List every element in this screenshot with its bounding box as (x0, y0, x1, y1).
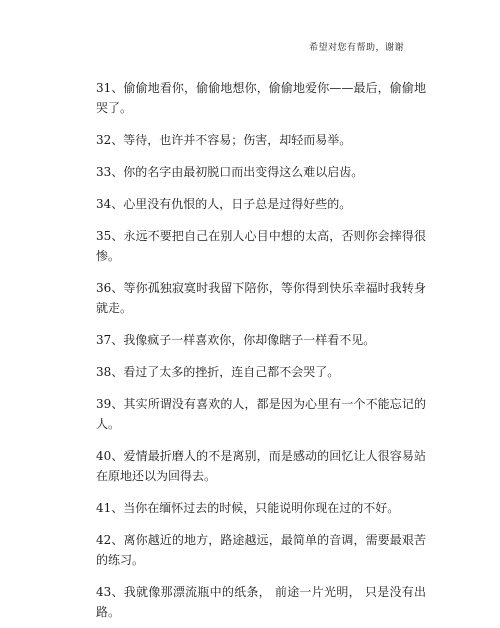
list-item (96, 394, 426, 434)
list-item (96, 130, 426, 150)
header-note: 希望对您有帮助，谢谢 (308, 43, 404, 53)
item-text: 其实所谓没有喜欢的人，都是因为心里有一个不能忘记的人。 (96, 397, 426, 431)
list-item (96, 446, 426, 486)
list-item (96, 162, 426, 182)
item-number: 31、 (96, 81, 124, 95)
item-number: 39、 (96, 397, 124, 411)
item-text: 偷偷地看你，偷偷地想你，偷偷地爱你——最后，偷偷地哭了。 (96, 81, 426, 115)
item-text: 当你在缅怀过去的时候，只能说明你现在过的不好。 (123, 501, 400, 515)
item-number: 36、 (96, 281, 124, 295)
item-number: 37、 (96, 333, 124, 347)
list-item (96, 194, 426, 214)
item-text: 我像疯子一样喜欢你，你却像瞎子一样看不见。 (123, 333, 376, 347)
item-text: 你的名字由最初脱口而出变得这么难以启齿。 (123, 165, 364, 179)
item-text: 我就像那漂流瓶中的纸条， 前途一片光明， 只是没有出路。 (96, 585, 426, 619)
item-text: 等待，也许并不容易；伤害，却轻而易举。 (123, 133, 352, 147)
item-text: 心里没有仇恨的人，日子总是过得好些的。 (123, 197, 352, 211)
list-item (96, 498, 426, 518)
list-item (96, 226, 426, 266)
list-item (96, 78, 426, 118)
list-item (96, 362, 426, 382)
item-text: 离你越近的地方，路途越远，最简单的音调，需要最艰苦的练习。 (96, 533, 426, 567)
list-item (96, 530, 426, 570)
item-text: 爱情最折磨人的不是离别，而是感动的回忆让人很容易站在原地还以为回得去。 (96, 449, 426, 483)
item-number: 43、 (96, 585, 124, 599)
quote-list (96, 66, 426, 628)
item-number: 34、 (96, 197, 124, 211)
item-text: 看过了太多的挫折，连自己都不会哭了。 (123, 365, 340, 379)
item-number: 33、 (96, 165, 124, 179)
item-number: 41、 (96, 501, 124, 515)
list-item (96, 582, 426, 622)
item-number: 35、 (96, 229, 124, 243)
item-number: 42、 (96, 533, 124, 547)
item-text: 等你孤独寂寞时我留下陪你，等你得到快乐幸福时我转身就走。 (96, 281, 426, 315)
item-number: 32、 (96, 133, 124, 147)
item-number: 38、 (96, 365, 124, 379)
list-item (96, 330, 426, 350)
item-number: 40、 (96, 449, 124, 463)
item-text: 永远不要把自己在别人心目中想的太高，否则你会摔得很惨。 (96, 229, 426, 263)
list-item (96, 278, 426, 318)
